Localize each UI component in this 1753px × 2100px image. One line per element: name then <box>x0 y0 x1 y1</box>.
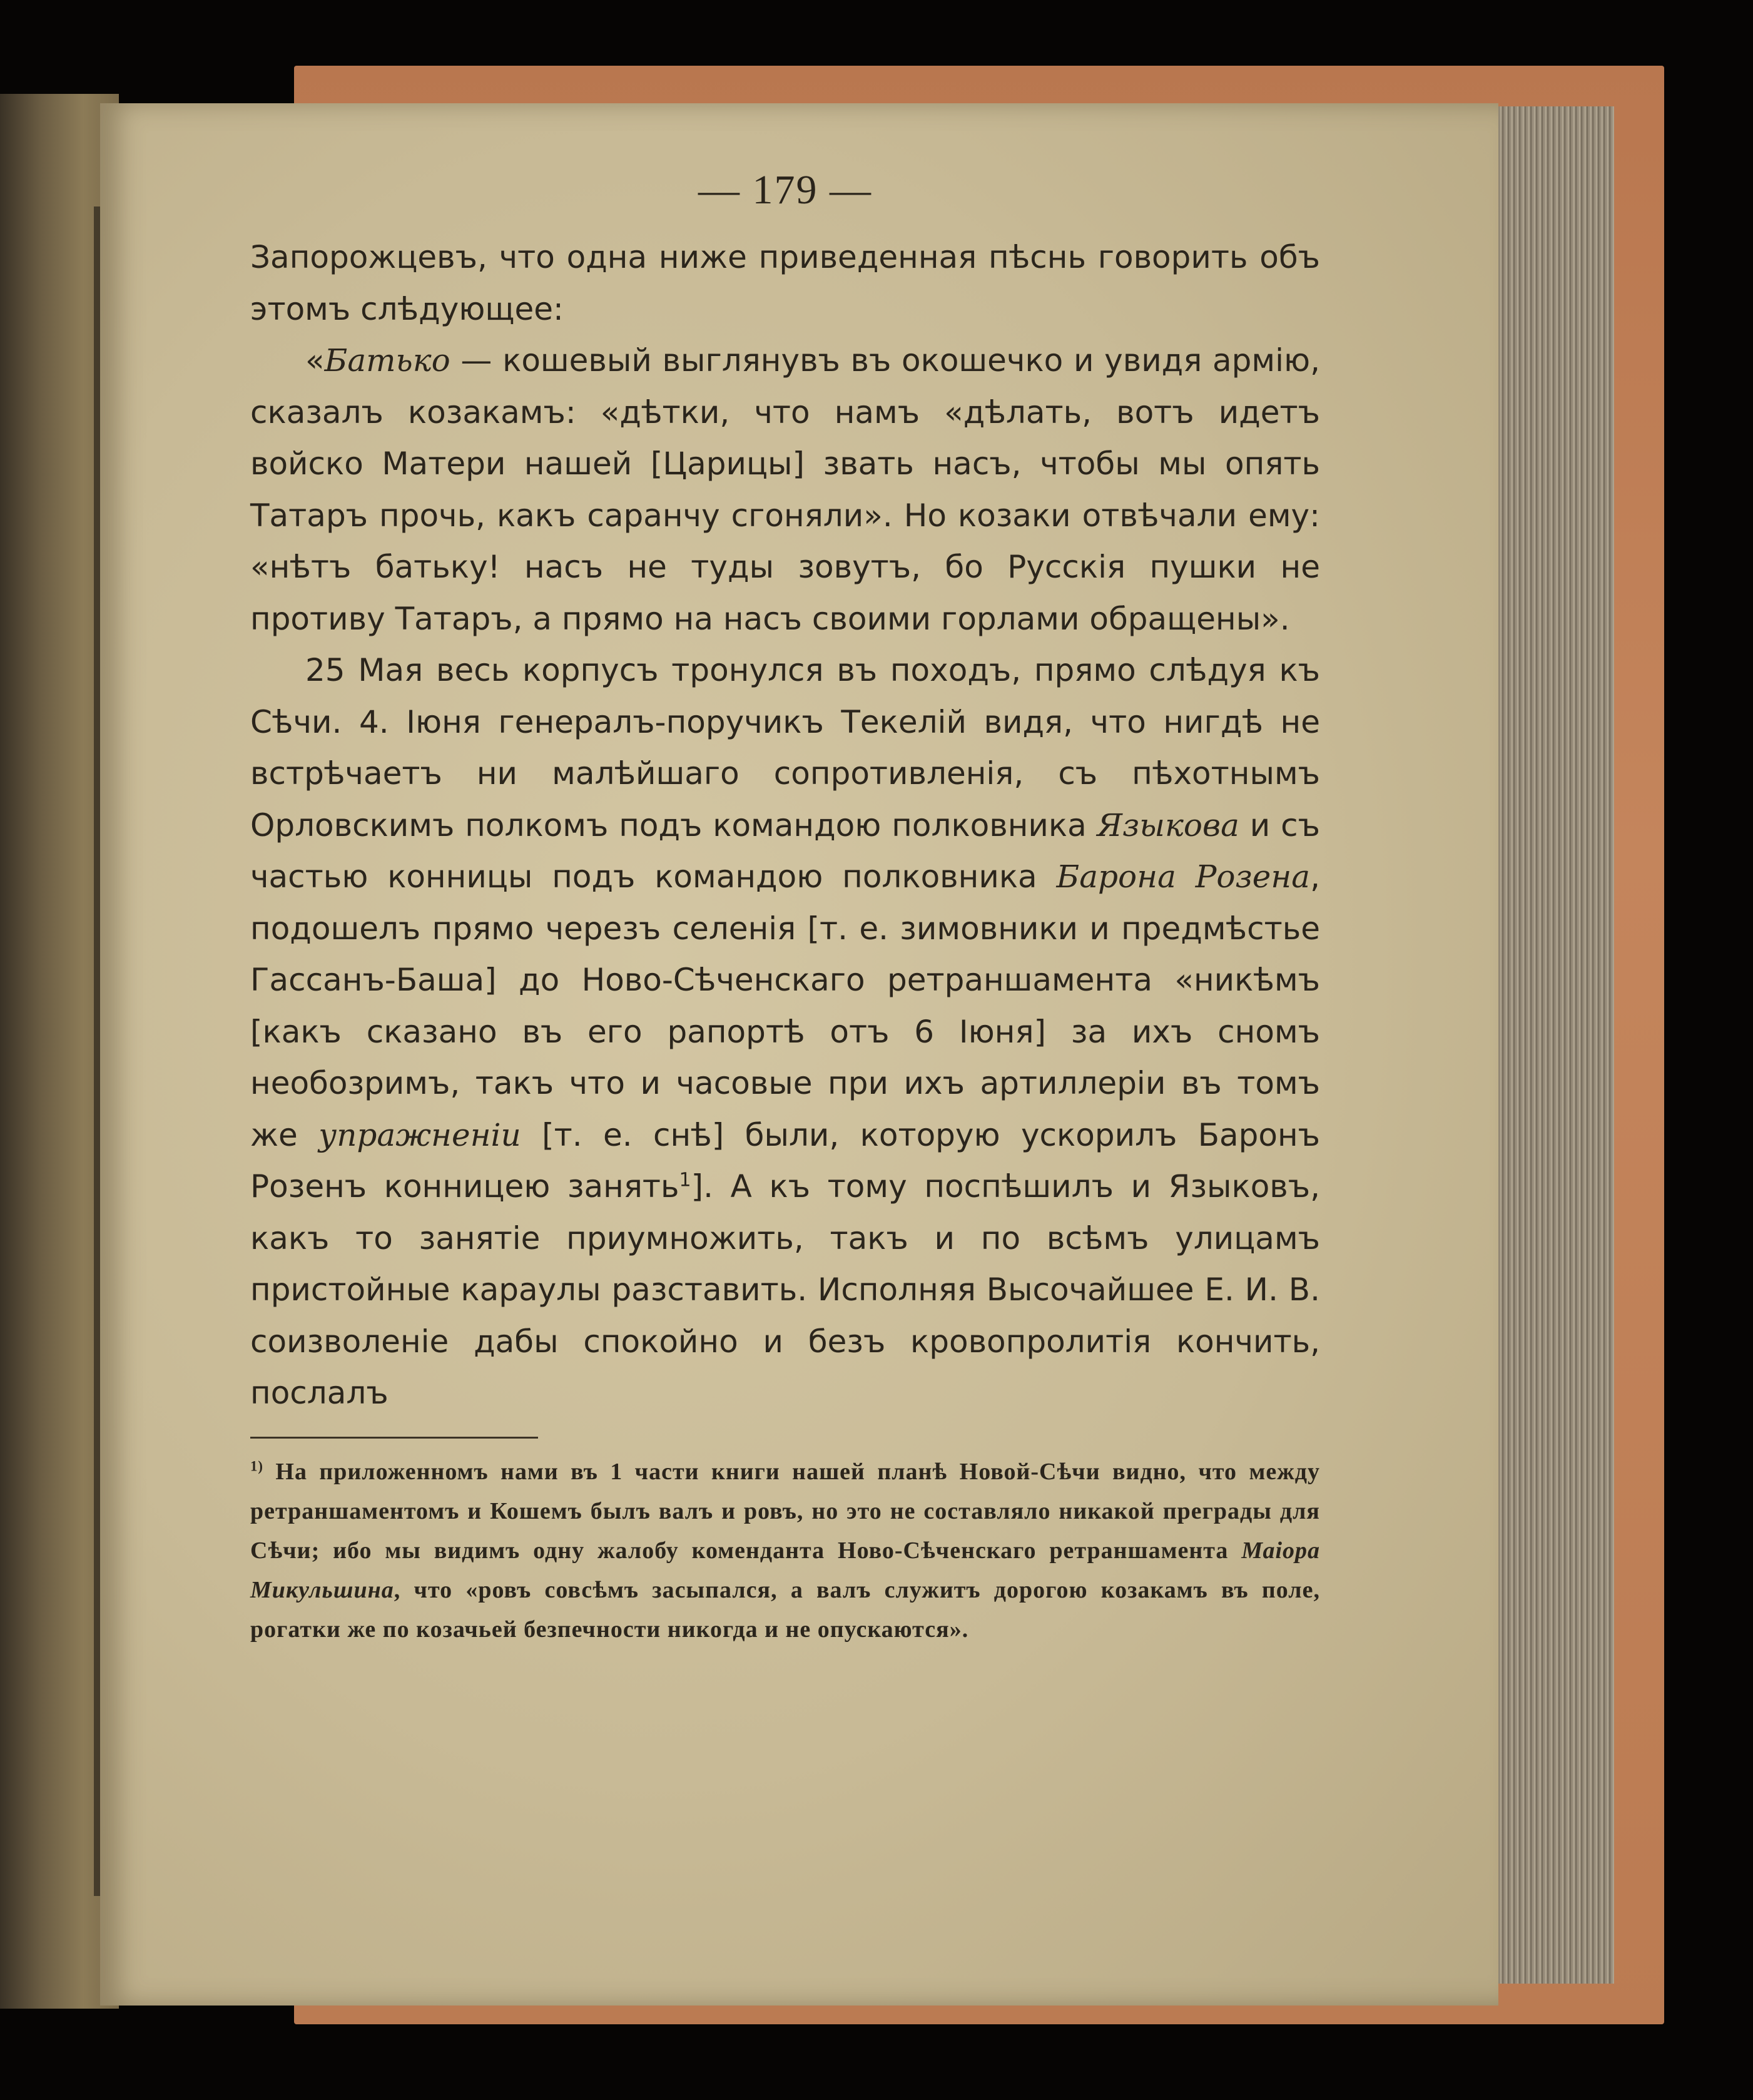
footnote-italic-name: Маіора Микульшина <box>250 1537 1320 1603</box>
footnote-text-a: На приложенномъ нами въ 1 части книги нашей планѣ Новой-Сѣчи видно, что между ретраншаментомъ и Кошемъ былъ валъ и ровъ, но это не составляло никакой преграды для Сѣчи; ибо мы видимъ одну жалобу коменданта Ново-Сѣченскаго ретраншамента <box>250 1458 1320 1564</box>
page-text-block <box>250 161 1320 1649</box>
paragraph-1-text: Запорожцевъ, что одна ниже приведенная пѣснь говорить объ этомъ слѣдующее: <box>250 239 1320 327</box>
paragraph-3 <box>250 645 1320 1419</box>
footnote-marker: 1) <box>250 1457 263 1474</box>
paragraph-1 <box>250 232 1320 335</box>
italic-batko: Батько <box>324 342 450 379</box>
paragraph-3-text-a: 25 Мая весь корпусъ тронулся въ походъ, прямо слѣдуя къ Сѣчи. 4. Іюня генералъ-поручикъ Текелій видя, что нигдѣ не встрѣчаетъ ни малѣйшаго сопротивленія, съ пѣхотнымъ Орловскимъ полкомъ подъ командою полковника <box>250 652 1320 844</box>
italic-uprazhnenii: упражненіи <box>318 1116 521 1153</box>
quote-open: « <box>305 342 325 379</box>
footnote-divider <box>250 1437 538 1439</box>
footnote-text-b: , что «ровъ совсѣмъ засыпался, а валъ служитъ дорогою козакамъ въ поле, рогатки же по козачьей безпечности никогда и не опускаются». <box>250 1576 1320 1643</box>
italic-barona-rozena: Барона Розена <box>1056 859 1311 895</box>
paragraph-2-text: — кошевый выглянувъ въ окошечко и увидя армію, сказалъ козакамъ: «дѣтки, что намъ «дѣлать, вотъ идетъ войско Матери нашей [Царицы] звать насъ, чтобы мы опять Татаръ прочь, какъ саранчу сгоняли». Но козаки отвѣчали ему: «нѣтъ батьку! насъ не туды зовутъ, бо Русскія пушки не противу Татаръ, а прямо на насъ своими горлами обращены». <box>250 342 1320 637</box>
paragraph-3-text-b: и съ частью конницы подъ командою полковника <box>250 807 1320 895</box>
paragraph-3-text-d: [т. е. снѣ] были, которую ускорилъ Баронъ Розенъ конницею занять <box>250 1116 1321 1205</box>
footnote-ref: 1 <box>679 1169 691 1191</box>
paragraph-3-text-e: ]. А къ тому поспѣшилъ и Языковъ, какъ то занятіе приумножить, такъ и по всѣмъ улицамъ пристойные караулы разставить. Исполняя Высочайшее Е. И. В. соизволеніе дабы спокойно и безъ кровопролитія кончить, послалъ <box>250 1168 1320 1411</box>
footnote <box>250 1452 1320 1649</box>
italic-yazykova: Языкова <box>1097 807 1239 844</box>
paragraph-2 <box>250 335 1320 645</box>
page-number: — 179 — <box>698 167 872 213</box>
paragraph-3-text-c: , подошелъ прямо черезъ селенія [т. е. зимовники и предмѣстье Гассанъ-Баша] до Ново-Сѣченскаго ретраншамента «никѣмъ [какъ сказано въ его рапортѣ отъ 6 Іюня] за ихъ сномъ необозримъ, такъ что и часовые при ихъ артиллеріи въ томъ же <box>250 859 1320 1153</box>
